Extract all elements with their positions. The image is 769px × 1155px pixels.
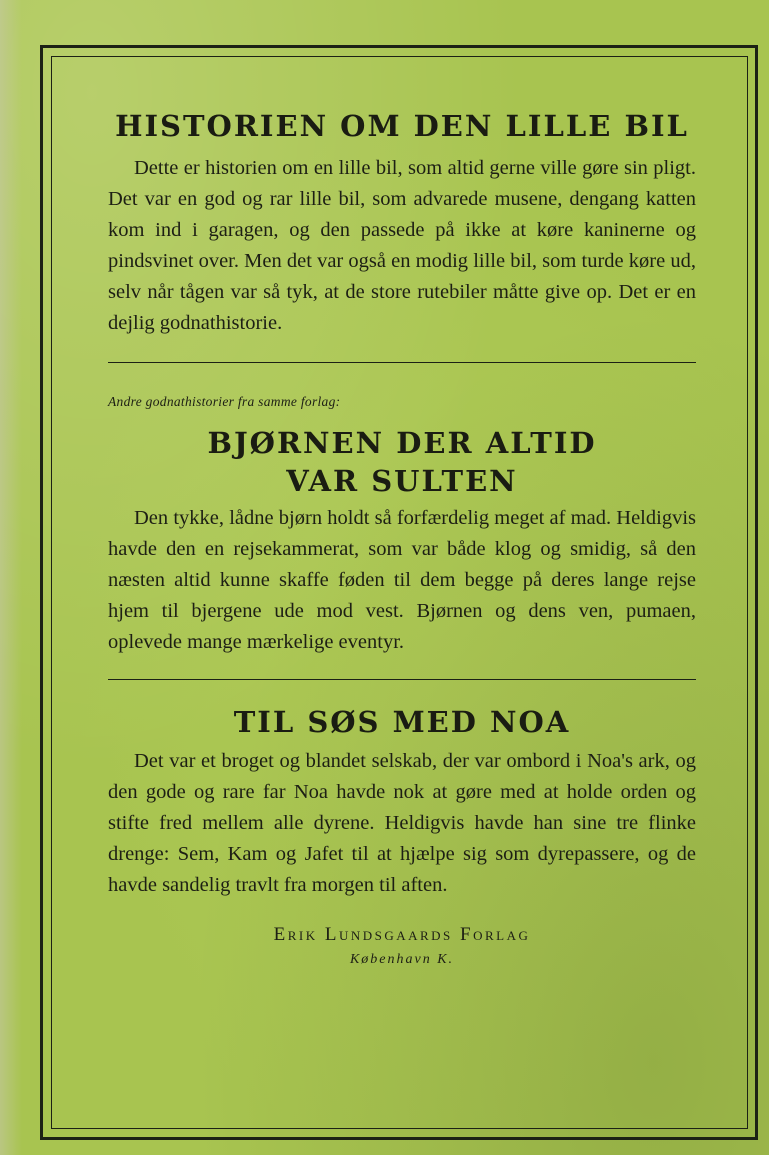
cover-content (108, 104, 696, 968)
book-title-bjornen-line2: VAR SULTEN (286, 464, 518, 498)
book-description-noa: Det var et broget og blandet selskab, der var ombord i Noa's ark, og den gode og rare far Noa havde nok at gøre med at holde orden og stifte fred mellem alle dyrene. Heldigvis havde han sine tre flinke drenge: Sem, Kam og Jafet til at hjælpe sig som dyrepassere, og de havde sandelig travlt fra morgen til aften. (108, 750, 696, 896)
publisher-city: København K. (349, 952, 455, 967)
book-section-lille-bil (108, 104, 696, 339)
section-divider (108, 362, 696, 363)
book-title-noa: TIL SØS MED NOA (233, 705, 571, 739)
book-title-lille-bil: HISTORIEN OM DEN LILLE BIL (115, 109, 689, 143)
other-stories-heading: Andre godnathistorier fra samme forlag: (108, 394, 341, 409)
book-description-lille-bil: Dette er historien om en lille bil, som altid gerne ville gøre sin pligt. Det var en god og rar lille bil, som advarede musene, dengang katten kom ind i garagen, og den passede på ikke at køre kaninerne og pindsvinet over. Men det var også en modig lille bil, som turde køre ud, selv når tågen var så tyk, at de store rutebiler måtte give op. Det er en dejlig godnathistorie. (108, 157, 696, 334)
section-divider (108, 679, 696, 680)
book-description-bjornen: Den tykke, lådne bjørn holdt så forfærdelig meget af mad. Heldigvis havde den en rejsekammerat, som var både klog og smidig, så den næsten altid kunne skaffe føden til dem begge på deres lange rejse hjem til bjergene ude mod vest. Bjørnen og dens ven, pumaen, oplevede mange mærkelige eventyr. (108, 507, 696, 653)
book-section-noa (108, 703, 696, 901)
book-section-bjornen (108, 424, 696, 658)
publisher-name: Erik Lundsgaards Forlag (273, 924, 531, 945)
worn-cover-edge (0, 0, 22, 1155)
book-title-bjornen-line1: BJØRNEN DER ALTID (207, 426, 597, 460)
